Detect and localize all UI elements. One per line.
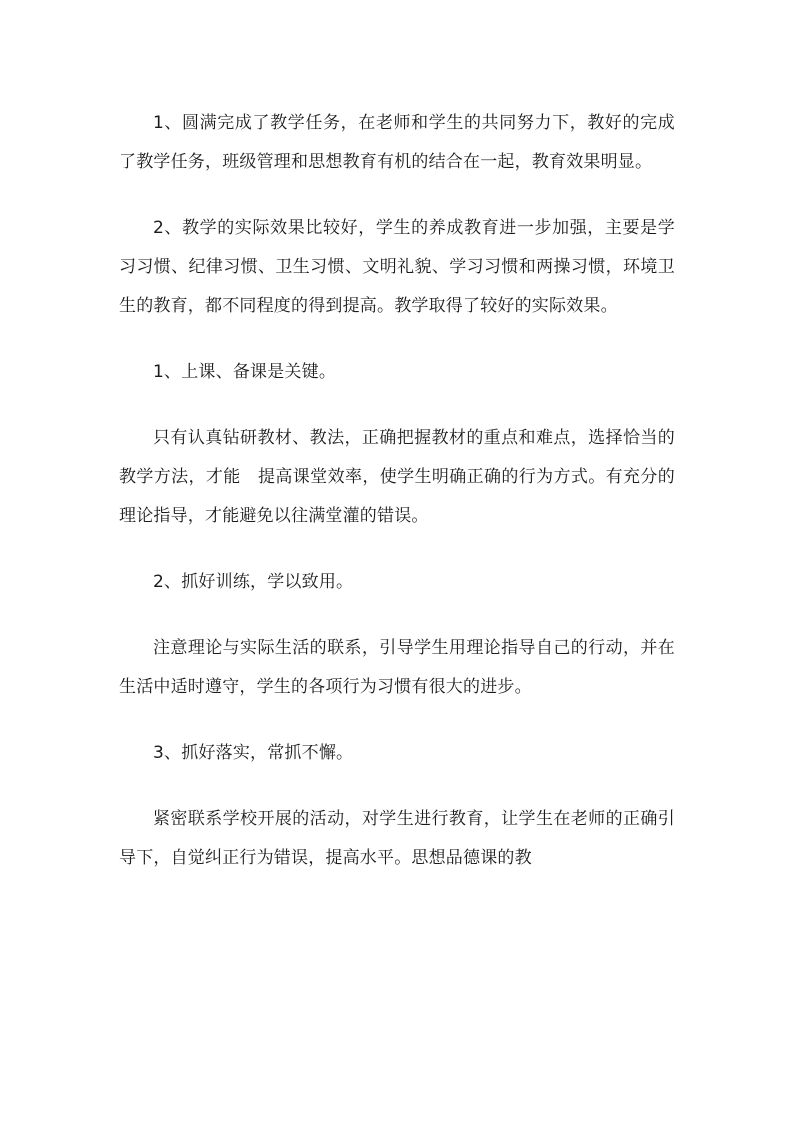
paragraph-5: 2、抓好训练，学以致用。 <box>153 572 354 592</box>
paragraph-2: 2、教学的实际效果比较好，学生的养成教育进一步加强，主要是学习习惯、纪律习惯、卫生习惯、文明礼貌、学习习惯和两操习惯，环境卫生的教育，都不同程度的得到提高。教学取得了较好的实际效果。 <box>119 218 675 316</box>
paragraph-1: 1、圆满完成了教学任务，在老师和学生的共同努力下，教好的完成了教学任务，班级管理和思想教育有机的结合在一起，教育效果明显。 <box>119 113 675 172</box>
paragraph-3: 1、上课、备课是关键。 <box>153 362 337 382</box>
paragraph-6: 注意理论与实际生活的联系，引导学生用理论指导自己的行动，并在生活中适时遵守，学生的各项行为习惯有很大的进步。 <box>119 638 675 697</box>
paragraph-8: 紧密联系学校开展的活动，对学生进行教育，让学生在老师的正确引导下，自觉纠正行为错误，提高水平。思想品德课的教 <box>119 809 675 868</box>
paragraph-4: 只有认真钻研教材、教法，正确把握教材的重点和难点，选择恰当的教学方法，才能 提高课堂效率，使学生明确正确的行为方式。有充分的理论指导，才能避免以往满堂灌的错误。 <box>119 428 675 526</box>
paragraph-7: 3、抓好落实，常抓不懈。 <box>153 743 354 763</box>
document-body <box>119 104 675 878</box>
